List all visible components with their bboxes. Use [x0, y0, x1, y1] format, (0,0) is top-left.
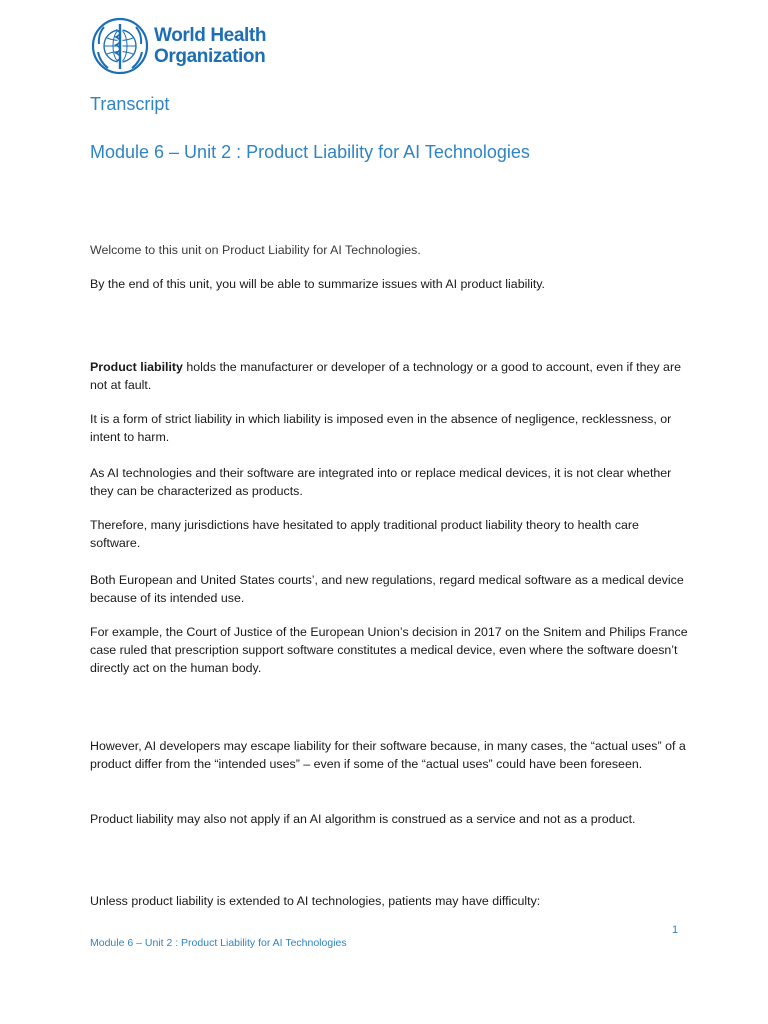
- who-logo: [90, 16, 266, 76]
- paragraph-welcome: [90, 241, 690, 259]
- who-wordmark: [154, 25, 266, 67]
- page-number: 1: [672, 924, 679, 936]
- logo-line-1: World Health: [154, 25, 267, 46]
- paragraph-courts-regulations: Both European and United States courts’, and new regulations, regard medical software as a medical device because of its intended use.: [90, 573, 684, 605]
- paragraph-product-liability-definition: [90, 358, 690, 394]
- paragraph-actual-vs-intended-uses: However, AI developers may escape liability for their software because, in many cases, the “actual uses” of a product differ from the “intended uses” – even if some of the “actual uses” could have been foreseen.: [90, 739, 686, 771]
- logo-line-2: Organization: [154, 46, 266, 67]
- paragraph-snitem-case: For example, the Court of Justice of the European Union’s decision in 2017 on the Snitem and Philips France case ruled that prescription support software constitutes a medical device, even where the software doesn’t directly act on the human body.: [90, 625, 688, 675]
- paragraph-objective: By the end of this unit, you will be able to summarize issues with AI product liability.: [90, 277, 545, 291]
- document-title: Transcript: [90, 94, 170, 114]
- paragraph-ai-as-products: As AI technologies and their software are integrated into or replace medical devices, it is not clear whether they can be characterized as products.: [90, 466, 672, 498]
- page-footer: Module 6 – Unit 2 : Product Liability for AI Technologies: [90, 937, 347, 949]
- paragraph-jurisdictions: Therefore, many jurisdictions have hesitated to apply traditional product liability theory to health care software.: [90, 518, 639, 550]
- paragraph-service-not-product: Product liability may also not apply if an AI algorithm is construed as a service and not as a product.: [90, 812, 636, 826]
- product-liability-definition-text: holds the manufacturer or developer of a technology or a good to account, even if they are not at fault.: [90, 360, 681, 392]
- paragraph-welcome-text: Welcome to this unit on Product Liability for AI Technologies.: [90, 243, 421, 257]
- who-emblem-icon: [90, 16, 150, 76]
- paragraph-strict-liability: It is a form of strict liability in which liability is imposed even in the absence of negligence, recklessness, or intent to harm.: [90, 412, 672, 444]
- paragraph-patients-difficulty: Unless product liability is extended to AI technologies, patients may have difficulty:: [90, 894, 541, 908]
- module-title: Module 6 – Unit 2 : Product Liability for AI Technologies: [90, 142, 530, 162]
- product-liability-term: Product liability: [90, 360, 183, 374]
